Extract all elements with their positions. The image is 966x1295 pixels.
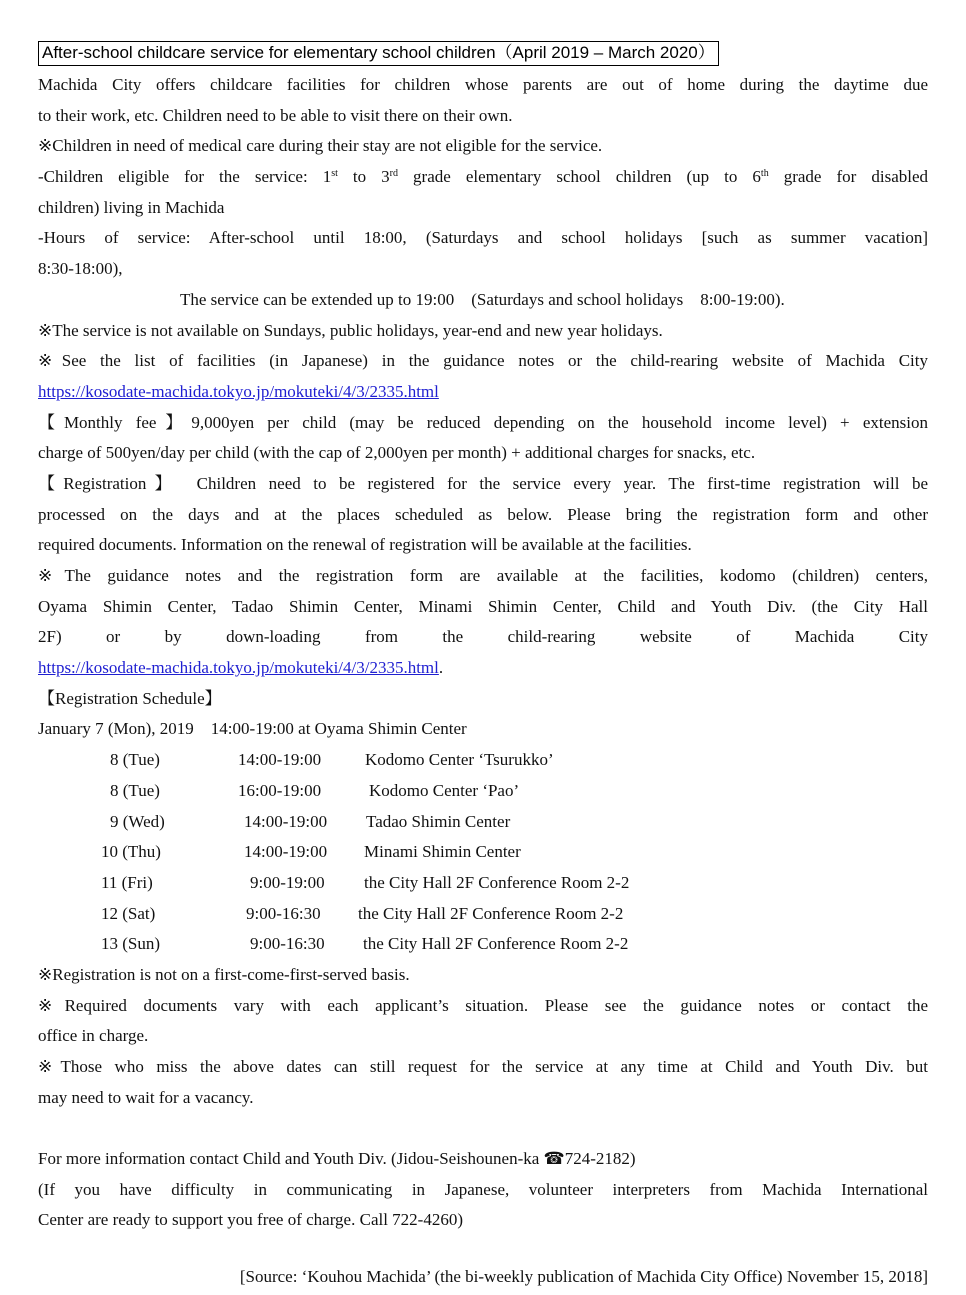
schedule-time: 9:00-16:30 xyxy=(246,903,321,923)
website-link-2[interactable]: https://kosodate-machida.tokyo.jp/mokuteki/4/3/2335.html xyxy=(38,658,439,678)
spacer xyxy=(38,1113,928,1144)
schedule-place: Kodomo Center ‘Pao’ xyxy=(369,780,520,800)
schedule-row xyxy=(38,929,928,960)
schedule-heading: 【Registration Schedule】 xyxy=(38,688,222,708)
schedule-row xyxy=(38,868,928,899)
guidance-line-1: ※The guidance notes and the registration form are available at the facilities, kodomo (children) centers, xyxy=(38,566,928,585)
document-title: After-school childcare service for elementary school children（April 2019 – March 2020） xyxy=(38,41,719,66)
registration-line-3: required documents. Information on the renewal of registration will be available at the facilities. xyxy=(38,535,692,555)
schedule-place: Tadao Shimin Center xyxy=(366,811,511,831)
schedule-day: 11 (Fri) xyxy=(101,872,153,892)
schedule-time: 14:00-19:00 xyxy=(238,750,322,770)
documents-note-line-1: ※Required documents vary with each applicant’s situation. Please see the guidance notes or contact the xyxy=(38,995,928,1015)
spacer xyxy=(38,1236,928,1262)
first-come-note: ※Registration is not on a first-come-first-served basis. xyxy=(38,964,410,984)
facilities-url-line xyxy=(38,377,928,408)
schedule-place: Minami Shimin Center xyxy=(364,842,521,862)
guidance-line-3: 2F) or by down-loading from the child-rearing website of Machida City xyxy=(38,627,928,647)
schedule-row xyxy=(38,837,928,868)
hours-line-2: 8:30-18:00), xyxy=(38,259,123,279)
schedule-row xyxy=(38,899,928,930)
schedule-place: Kodomo Center ‘Tsurukko’ xyxy=(365,750,554,770)
eligibility-line-2: children) living in Machida xyxy=(38,197,225,217)
contact-line-1: For more information contact Child and Youth Div. (Jidou-Seishounen-ka ☎724-2182) xyxy=(38,1149,636,1169)
contact-line-3: Center are ready to support you free of charge. Call 722-4260) xyxy=(38,1210,464,1230)
guidance-line-2: Oyama Shimin Center, Tadao Shimin Center, Minami Shimin Center, Child and Youth Div. (the City Hall xyxy=(38,596,928,616)
hours-line-1: -Hours of service: After-school until 18:00, (Saturdays and school holidays [such as summer vacation] xyxy=(38,228,928,248)
schedule-day: 8 (Tue) xyxy=(110,750,160,770)
schedule-first-row: January 7 (Mon), 2019 14:00-19:00 at Oyama Shimin Center xyxy=(38,719,467,739)
facilities-note: ※See the list of facilities (in Japanese) in the guidance notes or the child-rearing website of Machida City xyxy=(38,351,928,371)
hours-extension: The service can be extended up to 19:00 (Saturdays and school holidays 8:00-19:00). xyxy=(180,289,785,309)
sunday-note: ※The service is not available on Sundays, public holidays, year-end and new year holidays. xyxy=(38,320,663,340)
schedule-list xyxy=(38,745,928,960)
schedule-day: 10 (Thu) xyxy=(101,842,161,862)
schedule-day: 9 (Wed) xyxy=(110,811,165,831)
schedule-place: the City Hall 2F Conference Room 2-2 xyxy=(358,903,624,923)
website-link[interactable]: https://kosodate-machida.tokyo.jp/mokuteki/4/3/2335.html xyxy=(38,381,439,401)
schedule-time: 14:00-19:00 xyxy=(244,842,328,862)
documents-note-line-2: office in charge. xyxy=(38,1026,149,1046)
schedule-row xyxy=(38,745,928,776)
registration-line-2: processed on the days and at the places scheduled as below. Please bring the registration form and other xyxy=(38,504,928,524)
document-body xyxy=(38,70,928,1293)
schedule-day: 12 (Sat) xyxy=(101,903,156,923)
fee-line-2: charge of 500yen/day per child (with the cap of 2,000yen per month) + additional charges for snacks, etc. xyxy=(38,443,756,463)
eligibility-line-1: -Children eligible for the service: 1st to 3rd grade elementary school children (up to 6th grade for disabled xyxy=(38,167,928,187)
vacancy-note-line-1: ※Those who miss the above dates can still request for the service at any time at Child and Youth Div. but xyxy=(38,1057,928,1076)
medical-care-note: ※Children in need of medical care during their stay are not eligible for the service. xyxy=(38,136,603,156)
contact-line-2: (If you have difficulty in communicating in Japanese, volunteer interpreters from Machida International xyxy=(38,1179,928,1199)
intro-line-2: to their work, etc. Children need to be able to visit there on their own. xyxy=(38,105,513,125)
schedule-row xyxy=(38,776,928,807)
guidance-line-4: https://kosodate-machida.tokyo.jp/mokuteki/4/3/2335.html. xyxy=(38,658,444,678)
schedule-time: 9:00-16:30 xyxy=(250,934,325,954)
schedule-place: the City Hall 2F Conference Room 2-2 xyxy=(364,872,630,892)
registration-line-1: 【Registration】 Children need to be registered for the service every year. The first-time registration will be xyxy=(38,473,928,493)
schedule-time: 14:00-19:00 xyxy=(244,811,328,831)
schedule-row xyxy=(38,807,928,838)
schedule-day: 8 (Tue) xyxy=(110,780,160,800)
schedule-place: the City Hall 2F Conference Room 2-2 xyxy=(363,934,629,954)
fee-line-1: 【Monthly fee】9,000yen per child (may be reduced depending on the household income level) + extension xyxy=(38,412,928,432)
intro-line-1: Machida City offers childcare facilities for children whose parents are out of home during the daytime due xyxy=(38,75,928,94)
schedule-day: 13 (Sun) xyxy=(101,934,161,954)
schedule-time: 16:00-19:00 xyxy=(238,780,322,800)
source-citation: [Source: ‘Kouhou Machida’ (the bi-weekly publication of Machida City Office) November 15, 2018] xyxy=(239,1267,928,1287)
vacancy-note-line-2: may need to wait for a vacancy. xyxy=(38,1087,254,1107)
schedule-time: 9:00-19:00 xyxy=(250,872,325,892)
